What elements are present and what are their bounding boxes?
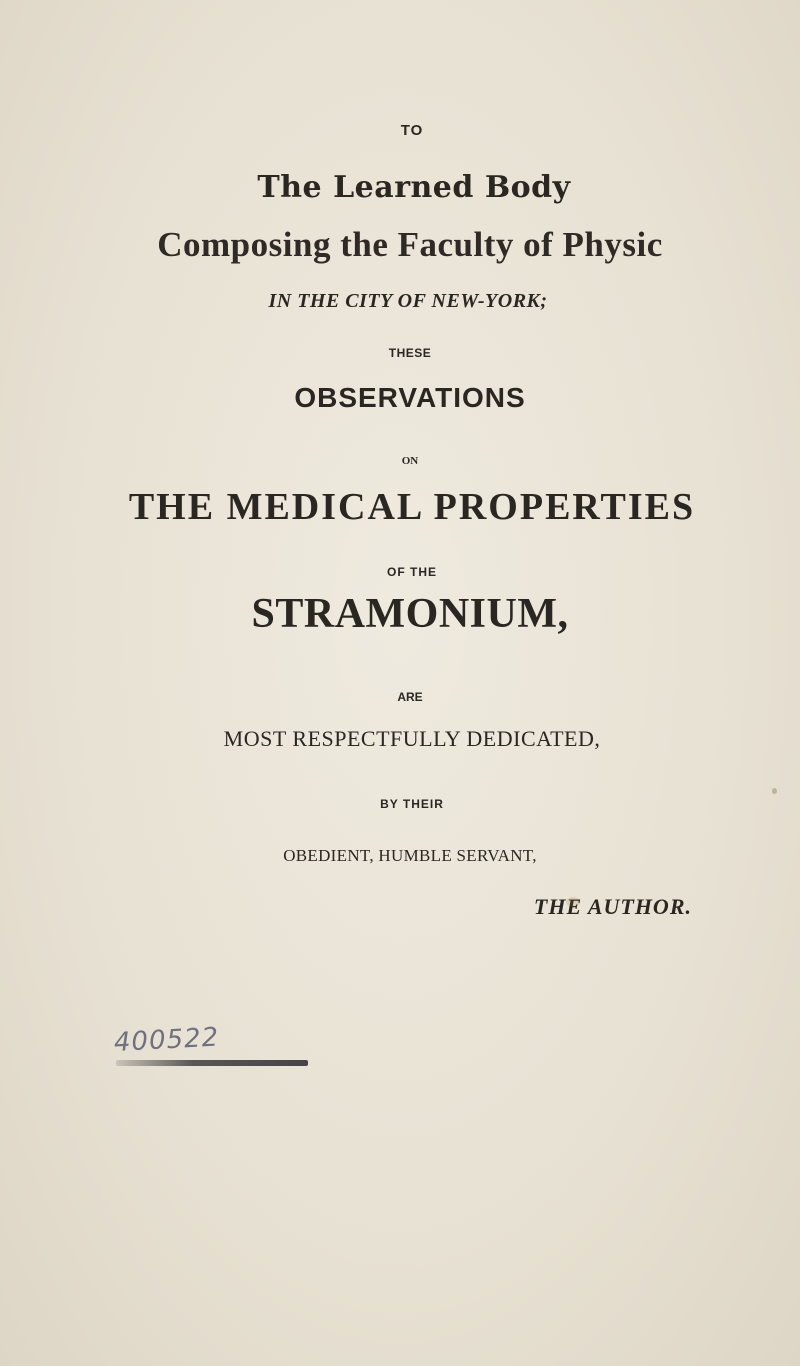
medical-properties-heading: THE MEDICAL PROPERTIES	[128, 486, 696, 528]
learned-body-heading: The Learned Body	[257, 170, 571, 205]
are-label: ARE	[397, 690, 423, 704]
city-line: IN THE CITY OF NEW-YORK;	[268, 290, 548, 312]
dedicated-line: MOST RESPECTFULLY DEDICATED,	[223, 726, 601, 751]
of-the-label: OF THE	[387, 565, 437, 579]
faculty-of-physic-heading: Composing the Faculty of Physic	[157, 225, 663, 264]
observations-heading: OBSERVATIONS	[294, 382, 526, 413]
by-their-label: BY THEIR	[380, 797, 444, 811]
these-label: THESE	[388, 346, 432, 360]
servant-line: OBEDIENT, HUMBLE SERVANT,	[283, 846, 537, 865]
dedication-to: TO	[400, 122, 424, 139]
on-label: ON	[401, 455, 419, 467]
stramonium-heading: STRAMONIUM,	[251, 591, 569, 637]
author-signature: THE AUTHOR.	[533, 894, 692, 919]
library-stamp-bar	[116, 1060, 308, 1066]
paper-speck	[772, 788, 777, 794]
accession-number: 400522	[113, 1022, 220, 1058]
paper-speck	[566, 897, 580, 907]
